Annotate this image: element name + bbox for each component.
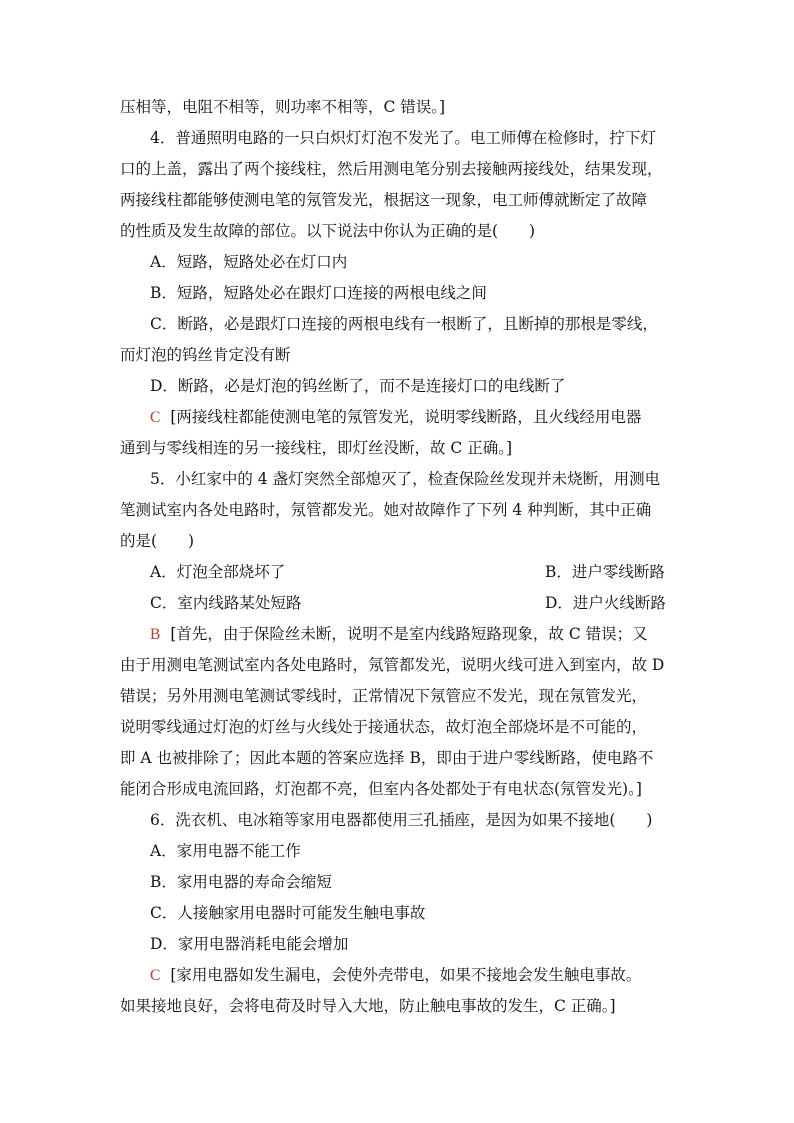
- text-line: 即 A 也被排除了；因此本题的答案应选择 B，即由于进户零线断路，使电路不: [120, 749, 654, 767]
- option-a: A．短路，短路处必在灯口内: [150, 253, 348, 271]
- text-line: 能闭合形成电流回路，灯泡都不亮，但室内各处都处于有电状态(氖管发光)。]: [120, 780, 642, 798]
- explanation-text: [两接线柱都能使测电笔的氖管发光，说明零线断路，且火线经用电器: [170, 408, 642, 426]
- option-a: A．家用电器不能工作: [150, 842, 301, 860]
- answer-explanation: [150, 402, 710, 433]
- option-b: B．短路，短路处必在跟灯口连接的两根电线之间: [150, 284, 487, 302]
- option-b: B．进户零线断路: [545, 563, 665, 581]
- explanation-text: [首先，由于保险丝未断，说明不是室内线路短路现象，故 C 错误；又: [170, 625, 648, 643]
- text-line: 而灯泡的钨丝肯定没有断: [120, 346, 291, 364]
- question-4-text: 4．普通照明电路的一只白炽灯灯泡不发光了。电工师傅在检修时，拧下灯: [150, 129, 656, 147]
- text-line: 口的上盖，露出了两个接线柱，然后用测电笔分别去接触两接线处，结果发现，: [120, 160, 663, 178]
- question-6-text: 6．洗衣机、电冰箱等家用电器都使用三孔插座，是因为如果不接地( ): [150, 811, 653, 829]
- option-c: C．室内线路某处短路: [150, 594, 302, 612]
- answer-key: C: [150, 967, 161, 984]
- option-c: C．断路，必是跟灯口连接的两根电线有一根断了，且断掉的那根是零线，: [150, 315, 658, 333]
- text-line: 通到与零线相连的另一接线柱，即灯丝没断，故 C 正确。]: [120, 439, 513, 457]
- answer-key: B: [150, 626, 161, 643]
- text-line: 两接线柱都能够使测电笔的氖管发光，根据这一现象，电工师傅就断定了故障: [120, 191, 648, 209]
- answer-key: C: [150, 409, 161, 426]
- answer-explanation: [150, 619, 710, 650]
- text-line: 的性质及发生故障的部位。以下说法中你认为正确的是( ): [120, 222, 536, 240]
- text-line: 笔测试室内各处电路时，氖管都发光。她对故障作了下列 4 种判断，其中正确: [120, 501, 652, 519]
- option-b: B．家用电器的寿命会缩短: [150, 873, 332, 891]
- option-d: D．进户火线断路: [545, 594, 666, 612]
- text-line: 的是( ): [120, 532, 195, 550]
- text-line: 说明零线通过灯泡的灯丝与火线处于接通状态，故灯泡全部烧坏是不可能的，: [120, 718, 648, 736]
- option-c: C．人接触家用电器时可能发生触电事故: [150, 904, 426, 922]
- options-row: [150, 588, 710, 619]
- options-row: [150, 557, 710, 588]
- text-line: 由于用测电笔测试室内各处电路时，氖管都发光，说明火线可进入到室内，故 D: [120, 656, 665, 674]
- question-5-text: 5．小红家中的 4 盏灯突然全部熄灭了，检查保险丝发现并未烧断，用测电: [150, 470, 661, 488]
- answer-explanation: [150, 960, 710, 991]
- option-a: A．灯泡全部烧坏了: [150, 563, 286, 581]
- explanation-text: [家用电器如发生漏电，会使外壳带电，如果不接地会发生触电事故。: [170, 966, 642, 984]
- text-line: 错误；另外用测电笔测试零线时，正常情况下氖管应不发光，现在氖管发光，: [120, 687, 648, 705]
- option-d: D．断路，必是灯泡的钨丝断了，而不是连接灯口的电线断了: [150, 377, 566, 395]
- option-d: D．家用电器消耗电能会增加: [150, 935, 349, 953]
- text-line: 如果接地良好，会将电荷及时导入大地，防止触电事故的发生，C 正确。]: [120, 997, 616, 1015]
- text-line: 压相等，电阻不相等，则功率不相等，C 错误。]: [120, 98, 446, 116]
